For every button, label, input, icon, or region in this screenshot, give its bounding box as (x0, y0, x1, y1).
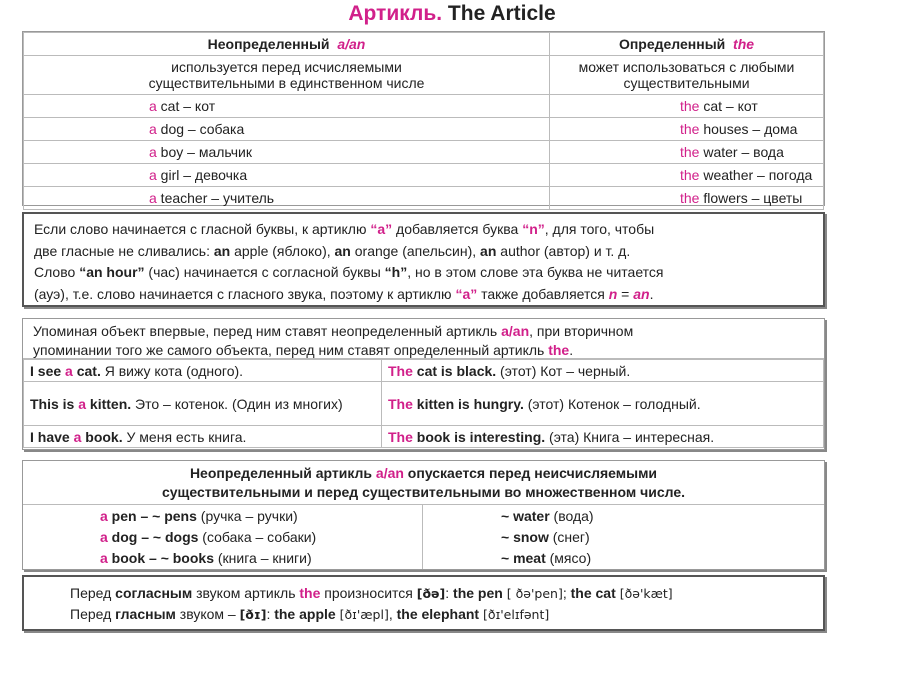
desc-definite: может использоваться с любыми существительными (550, 56, 824, 95)
mention-rule-table (22, 318, 825, 450)
list-item: a dog – ~ dogs (собака – собаки) (100, 529, 317, 545)
pronunciation-consonant: Перед согласным звуком артикль the произносится [ðə]: the pen [ ðə'pen]; the cat [ðə'kæt] (70, 585, 673, 601)
mention-intro: Упоминая объект впервые, перед ним ставят неопределенный артикль a/an, при вторичном упоминании того же самого объекта, перед ним ставят определенный артикль the. (23, 319, 824, 359)
table-row: a teacher – учитель (24, 187, 550, 210)
example-second-mention: The kitten is hungry. (этот) Котенок – голодный. (382, 382, 824, 426)
list-item: ~ snow (снег) (501, 529, 590, 545)
table-row: a girl – девочка (24, 164, 550, 187)
example-second-mention: The cat is black. (этот) Кот – черный. (382, 360, 824, 382)
uncountable-examples (423, 505, 594, 569)
table-row: a boy – мальчик (24, 141, 550, 164)
pronunciation-vowel: Перед гласным звуком – [ðɪ]: the apple [ðɪ'æpl], the elephant [ðɪ'elɪfənt] (70, 606, 550, 622)
example-first-mention: This is a kitten. Это – котенок. (Один из многих) (24, 382, 382, 426)
rule-an-block (22, 212, 825, 307)
list-item: a book – ~ books (книга – книги) (100, 550, 312, 566)
omission-heading: Неопределенный артикль a/an опускается перед неисчисляемыми существительными и перед существительными во множественном числе. (23, 461, 824, 505)
omission-rule-block (22, 460, 825, 570)
list-item: ~ water (вода) (501, 508, 594, 524)
table-row: the houses – дома (550, 118, 824, 141)
title-en: The Article (447, 2, 556, 25)
table-row: the cat – кот (550, 95, 824, 118)
table-row: the water – вода (550, 141, 824, 164)
example-first-mention: I see a cat. Я вижу кота (одного). (24, 360, 382, 382)
list-item: a pen – ~ pens (ручка – ручки) (100, 508, 298, 524)
title-ru: Артикль. (348, 2, 443, 25)
rule-line: (ауэ), т.е. слово начинается с гласного звука, поэтому к артиклю “a” также добавляется n = an. (34, 285, 654, 302)
rule-line: Слово “an hour” (час) начинается с согласной буквы “h”, но в этом слове эта буква не читается (34, 264, 664, 280)
list-item: ~ meat (мясо) (501, 550, 592, 566)
table-row: the flowers – цветы (550, 187, 824, 210)
page-title (0, 2, 904, 26)
table-row: a dog – собака (24, 118, 550, 141)
example-first-mention: I have a book. У меня есть книга. (24, 426, 382, 448)
header-indefinite: Неопределенный a/an (24, 33, 550, 56)
rule-line: две гласные не сливались: an apple (яблоко), an orange (апельсин), an author (автор) и т. д. (34, 242, 631, 259)
desc-indefinite: используется перед исчисляемыми существительными в единственном числе (24, 56, 550, 95)
countable-examples (23, 505, 423, 569)
rule-line: Если слово начинается с гласной буквы, к артиклю “a” добавляется буква “n”, для того, чтобы (34, 221, 655, 237)
table-row: the weather – погода (550, 164, 824, 187)
pronunciation-block (22, 575, 825, 631)
article-comparison-table (22, 31, 825, 206)
example-second-mention: The book is interesting. (эта) Книга – интересная. (382, 426, 824, 448)
header-definite: Определенный the (550, 33, 824, 56)
table-row: a cat – кот (24, 95, 550, 118)
